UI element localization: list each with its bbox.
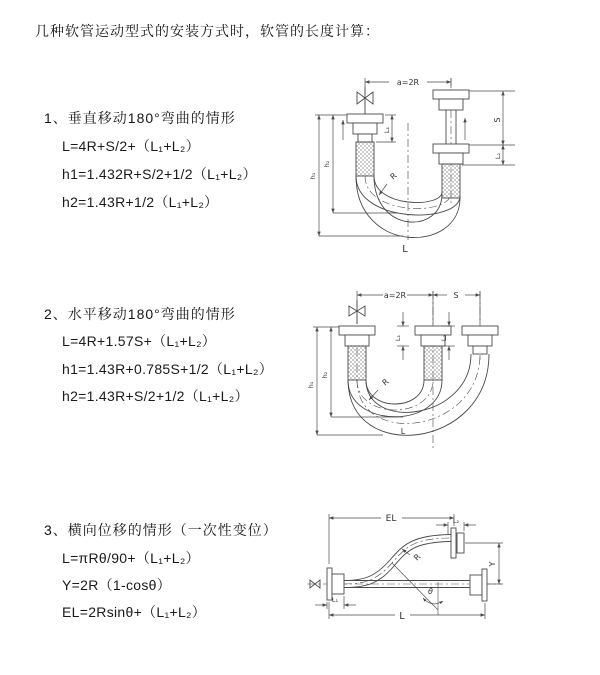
length-label: L xyxy=(399,611,405,622)
length-label: L xyxy=(402,244,408,255)
dim-label-l1: L₁ xyxy=(394,334,402,342)
length-label: L xyxy=(400,427,406,436)
valve-icon xyxy=(349,300,365,324)
diagram-horizontal-180-bend xyxy=(303,282,593,467)
braided-hose-section xyxy=(356,142,374,176)
radius-label: R xyxy=(412,552,423,563)
radius-leader xyxy=(369,390,378,400)
angle-label: θ xyxy=(428,587,433,596)
hose-displaced-position xyxy=(344,535,451,588)
page-title: 几种软管运动型式的安装方式时，软管的长度计算： xyxy=(35,23,380,39)
displaced-flange xyxy=(451,528,464,558)
right-flange xyxy=(470,569,487,601)
centerlines xyxy=(365,78,451,240)
centerlines xyxy=(357,291,480,450)
middle-fitting xyxy=(415,326,451,380)
dim-label-h2: h₂ xyxy=(323,160,331,168)
valve-icon xyxy=(357,88,373,114)
section-1-formula-L: L=4R+S/2+（L₁+L₂） xyxy=(62,138,200,154)
dim-label-l1: L₁ xyxy=(331,596,339,604)
section-1-formula-h1: h1=1.432R+S/2+1/2（L₁+L₂） xyxy=(62,166,257,182)
section-3-formula-EL: EL=2Rsinθ+（L₁+L₂） xyxy=(62,604,207,620)
section-2-formula-h1: h1=1.43R+0.785S+1/2（L₁+L₂） xyxy=(62,361,273,377)
dim-label-a2r: a=2R xyxy=(396,78,420,87)
right-fitting-lower xyxy=(433,144,469,198)
dim-label-h1: h₁ xyxy=(307,381,315,389)
dimension-s-l2 xyxy=(462,91,515,165)
braided-hose-section xyxy=(424,346,442,380)
dim-label-h2: h₂ xyxy=(321,371,329,379)
section-1-formula-h2: h2=1.43R+1/2（L₁+L₂） xyxy=(62,194,219,210)
dim-label-el: EL xyxy=(385,514,397,524)
left-fitting xyxy=(347,114,383,176)
dim-label-l2: L₂ xyxy=(494,152,502,160)
section-2-heading: 2、水平移动180°弯曲的情形 xyxy=(44,306,236,322)
dim-label-s: S xyxy=(453,291,459,300)
braided-hose-section xyxy=(348,346,366,380)
dim-label-l1: L₁ xyxy=(383,126,391,134)
dim-label-y: Y xyxy=(488,561,497,567)
dim-label-s: S xyxy=(493,117,502,123)
section-2-formula-L: L=4R+1.57S+（L₁+L₂） xyxy=(62,333,217,349)
angle-construction xyxy=(392,563,443,615)
dim-label-l2: L₂ xyxy=(452,517,460,525)
dim-label-a2r: a=2R xyxy=(383,291,407,300)
section-3-formula-Y: Y=2R（1-cosθ） xyxy=(62,577,172,593)
left-fitting xyxy=(339,326,375,380)
radius-label: R xyxy=(380,377,391,388)
dimension-a2r-s xyxy=(357,291,480,324)
right-fitting xyxy=(462,326,498,354)
section-3-formula-L: L=πRθ/90+（L₁+L₂） xyxy=(62,550,200,566)
radius-label: R xyxy=(388,171,399,182)
dim-label-l2: L₂ xyxy=(440,334,448,342)
diagram-lateral-displacement xyxy=(295,498,595,653)
section-1-heading: 1、垂直移动180°弯曲的情形 xyxy=(44,110,236,126)
braided-hose-section xyxy=(442,164,460,198)
dimension-l xyxy=(329,602,485,619)
section-2-formula-h2: h2=1.43R+S/2+1/2（L₁+L₂） xyxy=(62,388,249,404)
diagram-vertical-180-bend xyxy=(303,68,588,260)
hose-bend-arcs xyxy=(348,354,489,435)
section-3-heading: 3、横向位移的情形（一次性变位） xyxy=(44,522,278,538)
dim-label-h1: h₁ xyxy=(309,172,317,180)
